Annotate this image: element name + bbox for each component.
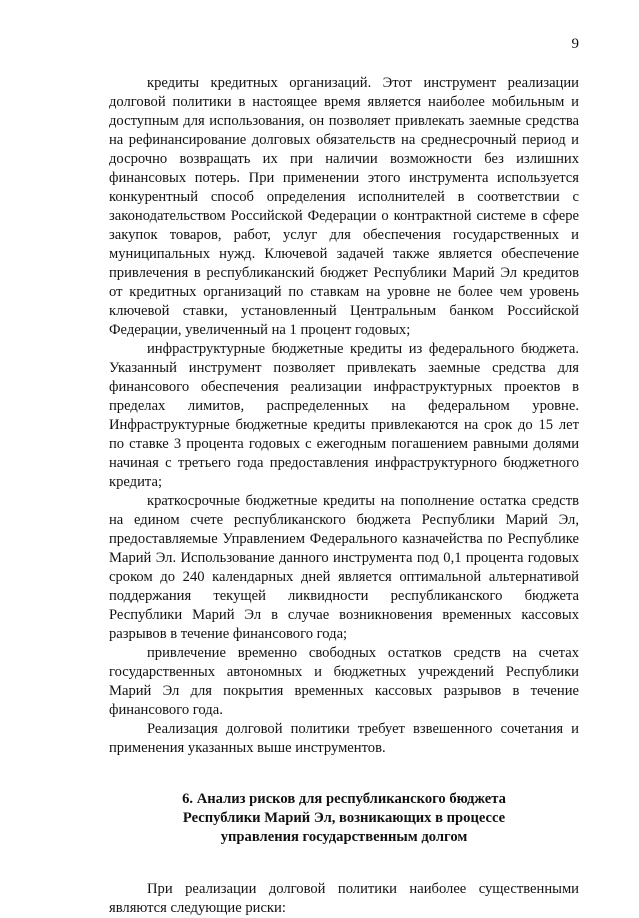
section-heading-line: Республики Марий Эл, возникающих в процессе bbox=[182, 810, 506, 826]
section-heading-line: управления государственным долгом bbox=[220, 829, 468, 845]
document-body bbox=[109, 74, 579, 918]
paragraph-infrastructure-loans: инфраструктурные бюджетные кредиты из федерального бюджета. Указанный инструмент позволяет привлекать заемные средства для финансового обеспечения реализации инфраструктурных проектов в пределах лимитов, распределенных на федеральном уровне. Инфраструктурные бюджетные кредиты привлекаются на срок до 15 лет по ставке 3 процента годовых с ежегодным погашением равными долями начиная с третьего года предоставления инфраструктурного бюджетного кредита; bbox=[109, 341, 579, 490]
paragraph-risks-intro: При реализации долговой политики наиболее существенными являются следующие риски: bbox=[109, 881, 579, 916]
page-number: 9 bbox=[571, 36, 579, 52]
paragraph-commercial-loans: кредиты кредитных организаций. Этот инструмент реализации долговой политики в настоящее время является наиболее мобильным и доступным для использования, он позволяет привлекать заемные средства на рефинансирование долговых обязательств на среднесрочный период и досрочно возвращать их при наличии возможности без излишних финансовых потерь. При применении этого инструмента используется конкурентный способ определения исполнителей в соответствии с законодательством Российской Федерации о контрактной системе в сфере закупок товаров, работ, услуг для обеспечения государственных и муниципальных нужд. Ключевой задачей также является обеспечение привлечения в республиканский бюджет Республики Марий Эл кредитов от кредитных организаций по ставкам на уровне не более чем уровень ключевой ставки, установленный Центральным банком Российской Федерации, увеличенный на 1 процент годовых; bbox=[109, 75, 579, 338]
section-heading bbox=[109, 790, 579, 847]
paragraph-policy-summary: Реализация долговой политики требует взвешенного сочетания и применения указанных выше инструментов. bbox=[109, 721, 579, 756]
paragraph-short-term-loans: краткосрочные бюджетные кредиты на пополнение остатка средств на едином счете республиканского бюджета Республики Марий Эл, предоставляемые Управлением Федерального казначейства по Республике Марий Эл. Использование данного инструмента под 0,1 процента годовых сроком до 240 календарных дней является оптимальной альтернативой поддержания текущей ликвидности республиканского бюджета Республики Марий Эл в случае возникновения временных кассовых разрывов в течение финансового года; bbox=[109, 493, 579, 642]
paragraph-free-balances: привлечение временно свободных остатков средств на счетах государственных автономных и бюджетных учреждений Республики Марий Эл для покрытия временных кассовых разрывов в течение финансового года. bbox=[109, 645, 579, 718]
section-heading-line: 6. Анализ рисков для республиканского бюджета bbox=[182, 791, 506, 807]
